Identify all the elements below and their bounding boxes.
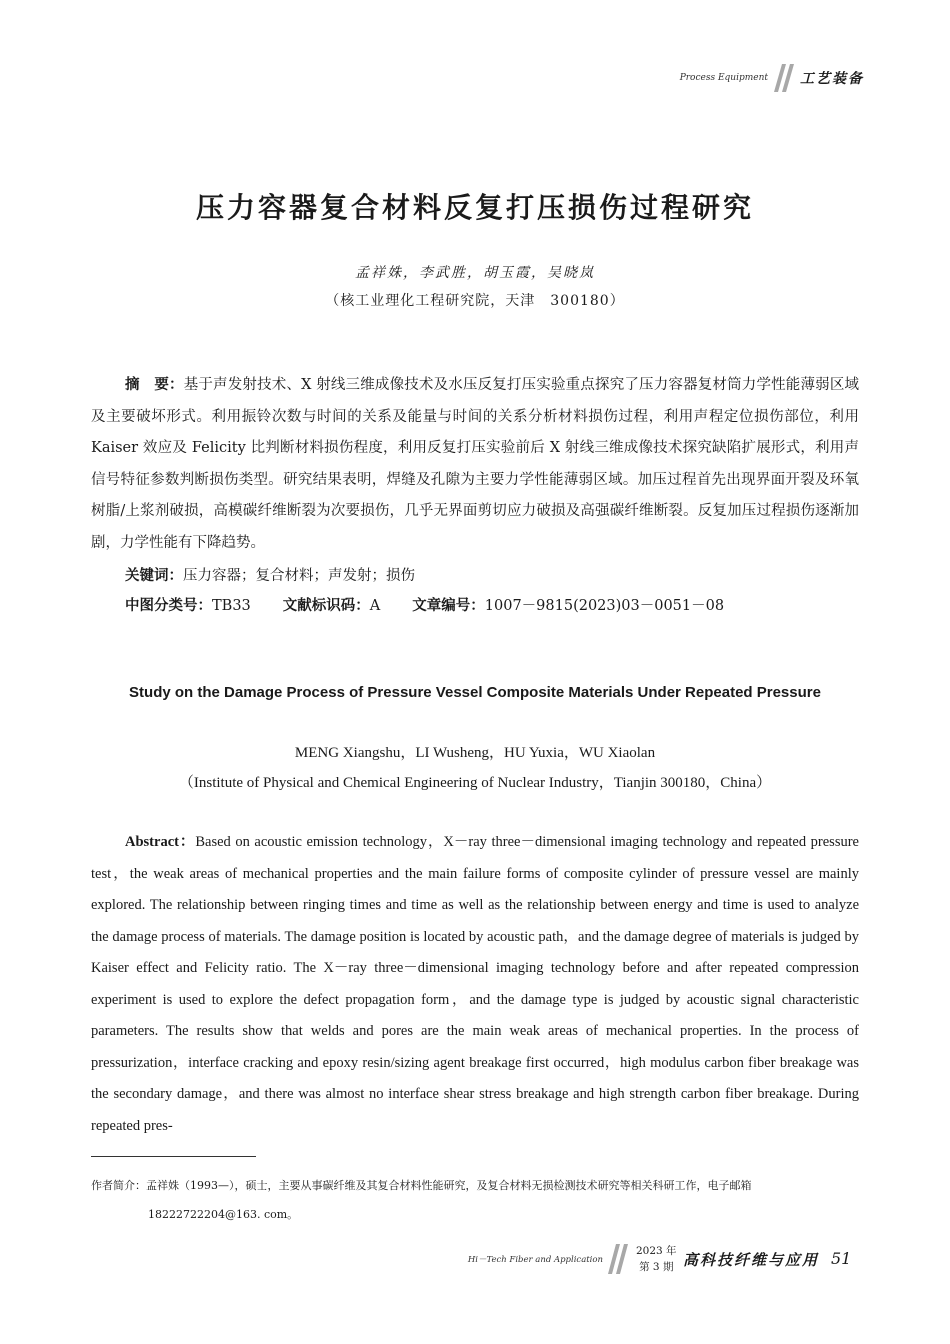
footer-journal-en: Hi－Tech Fiber and Application xyxy=(467,1255,603,1265)
doc-code-value: A xyxy=(369,598,381,614)
footnote-line-2: 18222722204@163. com。 xyxy=(148,1208,299,1221)
article-no-label: 文章编号： xyxy=(412,598,485,614)
footnote-line-1: 作者简介：孟祥姝（1993—），硕士，主要从事碳纤维及其复合材料性能研究，及复合材料无损检测技术研究等相关科研工作，电子邮箱 xyxy=(91,1179,752,1192)
keywords-cn xyxy=(125,564,415,585)
affiliation-en: （Institute of Physical and Chemical Engineering of Nuclear Industry，Tianjin 300180，China） xyxy=(178,775,772,791)
doc-code-label: 文献标识码： xyxy=(282,598,370,614)
keywords-cn-label: 关键词： xyxy=(125,568,183,584)
paper-title-en: Study on the Damage Process of Pressure Vessel Composite Materials Under Repeated Pressure xyxy=(129,684,821,701)
header-slash-ornament xyxy=(773,64,795,92)
page-number: 51 xyxy=(831,1249,852,1268)
footer-slash-ornament xyxy=(607,1244,629,1274)
paper-title-cn: 压力容器复合材料反复打压损伤过程研究 xyxy=(195,191,754,224)
abstract-cn xyxy=(91,370,859,559)
authors-en: MENG Xiangshu，LI Wusheng，HU Yuxia，WU Xiaolan xyxy=(294,745,656,761)
abstract-cn-label: 摘 要： xyxy=(125,377,184,393)
footer-year: 2023 年 xyxy=(636,1245,677,1257)
abstract-en-label: Abstract： xyxy=(125,834,196,850)
author-footnote xyxy=(91,1171,861,1229)
article-no-value: 1007－9815(2023)03－0051－08 xyxy=(484,598,725,614)
keywords-cn-text: 压力容器；复合材料；声发射；损伤 xyxy=(183,568,415,584)
running-header-section-en: Process Equipment xyxy=(679,73,768,83)
running-header-section-cn: 工艺装备 xyxy=(800,71,864,87)
footer-journal-cn: 高科技纤维与应用 xyxy=(683,1251,820,1269)
classification-line xyxy=(125,594,724,615)
abstract-en xyxy=(91,827,859,1142)
footer-issue-info xyxy=(636,1243,677,1275)
clc-label: 中图分类号： xyxy=(125,598,212,614)
footer-issue: 第 3 期 xyxy=(639,1261,674,1273)
abstract-en-text: Based on acoustic emission technology，X－ray three－dimensional imaging technology and repeated pressure test，the weak areas of mechanical properties and the main failure forms of composite cylinder of pressure vessel are mainly explored. The relationship between ringing times and time as well as the relationship between energy and time is used to analyze the damage process of materials. The damage position is located by acoustic path，and the damage degree of materials is judged by Kaiser effect and Felicity ratio. The X－ray three－dimensional imaging technology before and after repeated compression experiment is used to explore the defect propagation form，and the damage type is judged by acoustic signal characteristic parameters. The results show that welds and pores are the main weak areas of mechanical properties. In the process of pressurization，interface cracking and epoxy resin/sizing agent breakage first occurred，high modulus carbon fiber breakage was the secondary damage，and there was almost no interface shear stress breakage and high strength carbon fiber breakage. During repeated pres- xyxy=(91,834,859,1134)
abstract-cn-text: 基于声发射技术、X 射线三维成像技术及水压反复打压实验重点探究了压力容器复材筒力学性能薄弱区域及主要破坏形式。利用振铃次数与时间的关系及能量与时间的关系分析材料损伤过程，利用声程定位损伤部位，利用 Kaiser 效应及 Felicity 比判断材料损伤程度，利用反复打压实验前后 X 射线三维成像技术探究缺陷扩展形式，利用声信号特征参数判断损伤类型。研究结果表明，焊缝及孔隙为主要力学性能薄弱区域。加压过程首先出现界面开裂及环氧树脂/上浆剂破损，高模碳纤维断裂为次要损伤，几乎无界面剪切应力破损及高强碳纤维断裂。反复加压过程损伤逐渐加剧，力学性能有下降趋势。 xyxy=(91,377,859,551)
footnote-rule xyxy=(91,1156,256,1157)
authors-cn: 孟祥姝，李武胜，胡玉霞，吴晓岚 xyxy=(355,265,595,281)
clc-value: TB33 xyxy=(212,598,251,614)
affiliation-cn: （核工业理化工程研究院，天津 300180） xyxy=(325,293,625,309)
